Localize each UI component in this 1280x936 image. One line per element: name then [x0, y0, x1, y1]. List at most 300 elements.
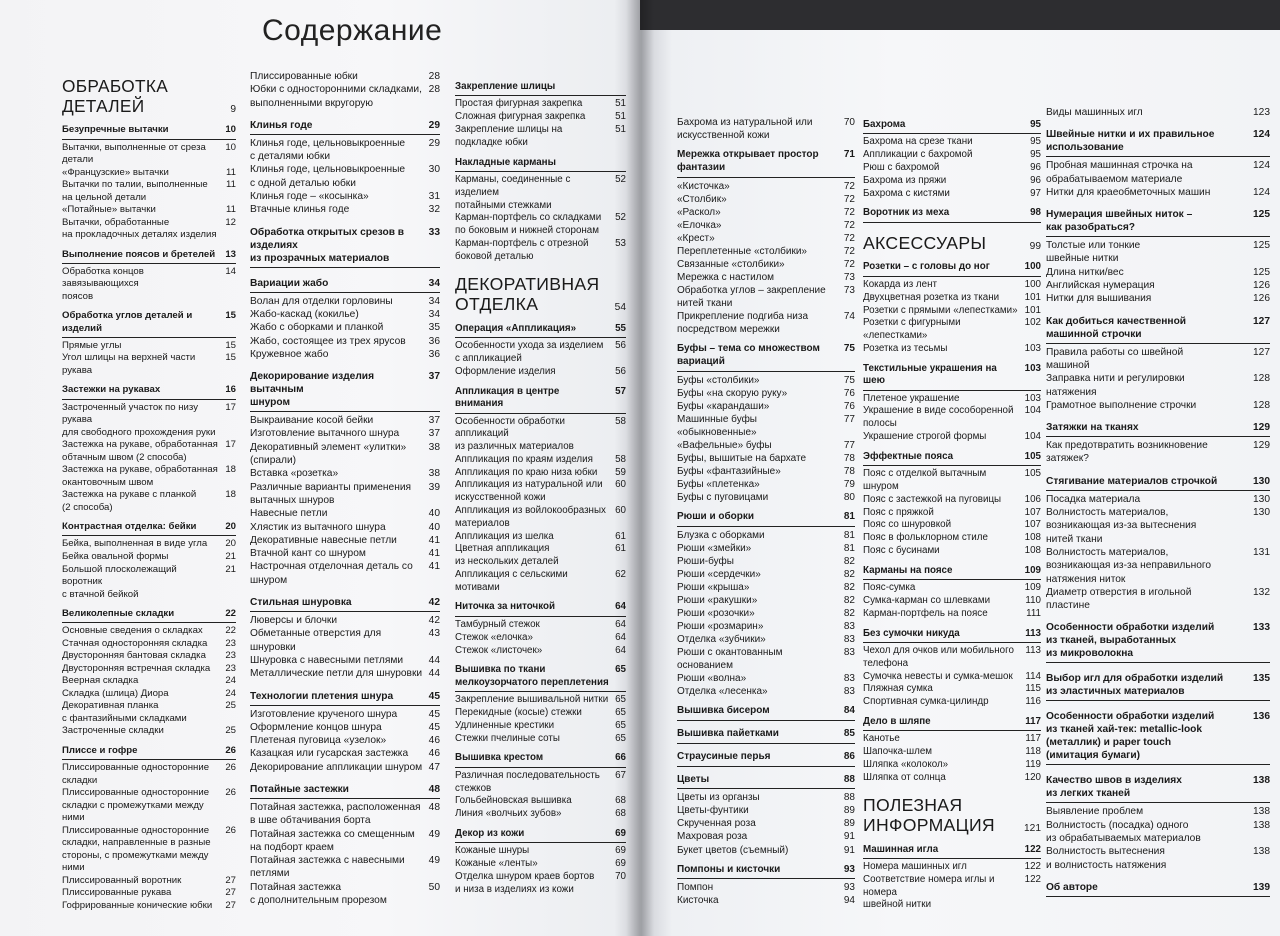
- entry-page: 124: [1253, 186, 1270, 198]
- section-page: 37: [428, 371, 440, 383]
- toc-entry: [250, 854, 440, 881]
- section-page: 13: [225, 248, 236, 260]
- toc-entry: [62, 725, 236, 738]
- section-title: Особенности обработки изделий из тканей хай-тек: metallic-look (металлик) и paper touch (имитация бумаги): [1046, 711, 1215, 762]
- entry-page: 77: [843, 413, 855, 425]
- entry-title: Изготовление вытачного шнура: [250, 428, 400, 440]
- entry-title: Бахрома с кистями: [863, 187, 950, 199]
- section-heading: [863, 844, 1041, 859]
- entry-page: 42: [428, 615, 440, 627]
- toc-entry: [455, 212, 626, 238]
- toc-entry: [863, 305, 1041, 318]
- entry-page: 122: [1024, 873, 1041, 885]
- entry-page: 72: [843, 245, 855, 257]
- entry-title: Сложная фигурная закрепка: [455, 111, 586, 123]
- entry-page: 27: [225, 874, 236, 886]
- toc-entry: [677, 413, 855, 439]
- section-heading: [863, 716, 1041, 731]
- entry-page: 65: [615, 707, 626, 719]
- entry-page: 29: [428, 137, 440, 149]
- entry-page: 38: [428, 441, 440, 453]
- entry-title: Рюши «розочки»: [677, 608, 755, 620]
- section-heading: [1046, 315, 1270, 344]
- entry-title: Закрепление шлицы на подкладке юбки: [455, 124, 563, 148]
- section-heading: [455, 323, 626, 338]
- section-heading: [455, 752, 626, 767]
- entry-page: 125: [1253, 240, 1270, 252]
- toc-entry: [677, 478, 855, 491]
- toc-entry: [677, 542, 855, 555]
- toc-section: [62, 384, 236, 514]
- entry-page: 65: [615, 732, 626, 744]
- entry-title: Рюши «розмарин»: [677, 621, 764, 633]
- entry-page: 69: [615, 858, 626, 870]
- toc-entry: [677, 555, 855, 568]
- entry-title: Диаметр отверстия в игольной пластине: [1046, 586, 1192, 612]
- entry-page: 67: [615, 769, 626, 781]
- entry-page: 20: [225, 538, 236, 550]
- entry-page: 34: [428, 295, 440, 307]
- section-page: 127: [1253, 315, 1270, 327]
- toc-entry: [62, 787, 236, 825]
- entry-page: 23: [225, 662, 236, 674]
- entry-page: 65: [615, 694, 626, 706]
- toc-entry: [62, 825, 236, 875]
- section-heading: [677, 751, 855, 767]
- entry-title: Различная последовательность стежков: [455, 769, 600, 794]
- section-heading: [677, 705, 855, 721]
- entry-title: Толстые или тонкие швейные нитки: [1046, 240, 1141, 265]
- section-title: Безупречные вытачки: [62, 124, 169, 136]
- toc-entry: [863, 405, 1041, 431]
- entry-page: 36: [428, 348, 440, 360]
- toc-entry: [62, 551, 236, 564]
- entry-title: «Французские» вытачки: [62, 166, 169, 178]
- section-page: 113: [1025, 627, 1041, 639]
- entry-title: Мережка с настилом: [677, 271, 775, 283]
- toc-entry: [863, 468, 1041, 494]
- section-title: Качество швов в изделиях из легких тканей: [1046, 775, 1182, 800]
- entry-page: 78: [843, 452, 855, 464]
- entry-page: 45: [428, 708, 440, 720]
- entry-title: Оформление концов шнура: [250, 721, 382, 733]
- section-page: 98: [1030, 207, 1041, 219]
- entry-page: 18: [225, 489, 236, 501]
- entry-page: 36: [428, 335, 440, 347]
- entry-title: Стачная односторонняя складка: [62, 637, 208, 649]
- section-title: Вариации жабо: [250, 277, 329, 289]
- entry-page: 100: [1024, 278, 1041, 290]
- entry-page: 26: [225, 824, 236, 836]
- toc-entry: [62, 887, 236, 900]
- entry-page: 64: [615, 631, 626, 643]
- entry-title: Плетеное украшение: [863, 392, 960, 404]
- entry-page: 104: [1024, 430, 1041, 442]
- entry-title: Потайная застежка с дополнительным прорезом: [250, 881, 387, 907]
- section-heading: [1046, 774, 1270, 803]
- toc-entry: [250, 627, 440, 654]
- entry-title: Двусторонняя встречная складка: [62, 662, 211, 674]
- entry-title: Застежка на рукаве с планкой (2 способа): [62, 489, 197, 513]
- entry-title: Жабо с оборками и планкой: [250, 322, 384, 334]
- toc-section: [250, 690, 440, 774]
- toc-entry: [863, 874, 1041, 912]
- entry-title: Декоративная планка с фантазийными складками: [62, 700, 187, 724]
- toc-entry: [677, 193, 855, 206]
- toc-entry: [1046, 819, 1270, 846]
- entry-title: Карман-портфель с отрезной боковой деталью: [455, 238, 589, 262]
- section-page: 117: [1025, 715, 1041, 727]
- toc-entry: [677, 529, 855, 542]
- toc-entry: [250, 801, 440, 828]
- entry-page: 76: [843, 400, 855, 412]
- chapter-heading: [62, 76, 236, 116]
- section-page: 85: [843, 728, 855, 740]
- section-heading: [863, 207, 1041, 222]
- toc-entry: [250, 321, 440, 334]
- section-heading: [677, 149, 855, 177]
- section-title: Стягивание материалов строчкой: [1046, 475, 1218, 487]
- entry-title: Цветная аппликация из нескольких деталей: [455, 543, 559, 568]
- entry-title: Волан для отделки горловины: [250, 295, 393, 307]
- entry-page: 77: [843, 439, 855, 451]
- section-title: Вышивка по ткани мелкоузорчатого переплетения: [455, 664, 609, 688]
- section-page: 105: [1024, 450, 1041, 462]
- entry-page: 72: [843, 180, 855, 192]
- entry-page: 41: [428, 561, 440, 573]
- entry-page: 52: [615, 212, 626, 224]
- toc-section: [250, 783, 440, 907]
- toc-entry: [677, 245, 855, 258]
- toc-entry: [863, 532, 1041, 545]
- entry-page: 128: [1253, 399, 1270, 411]
- section-page: 138: [1253, 775, 1270, 787]
- toc-entry: [250, 295, 440, 308]
- entry-page: 127: [1253, 346, 1270, 358]
- entry-title: Кожаные «ленты»: [455, 858, 538, 870]
- toc-section: [677, 343, 855, 504]
- toc-entry: [62, 402, 236, 440]
- entry-page: 122: [1024, 861, 1041, 873]
- entry-page: 58: [615, 453, 626, 465]
- entry-page: 30: [428, 164, 440, 176]
- entry-title: Пояс с застежкой на пуговицы: [863, 493, 1002, 505]
- toc-entry: [677, 491, 855, 504]
- entry-page: 107: [1024, 519, 1041, 531]
- toc-entry: [863, 772, 1041, 785]
- toc-entry: [863, 507, 1041, 520]
- entry-page: 118: [1025, 746, 1041, 758]
- entry-page: 109: [1024, 582, 1041, 594]
- entry-page: 81: [843, 529, 855, 541]
- toc-section: [1046, 315, 1270, 412]
- entry-title: Люверсы и блочки: [250, 615, 338, 627]
- toc-entry: [677, 116, 855, 142]
- section-title: Страусиные перья: [677, 750, 771, 762]
- toc-section: [455, 601, 626, 657]
- section-title: Эффектные пояса: [863, 450, 954, 462]
- entry-page: 48: [428, 801, 440, 813]
- toc-entry: [62, 625, 236, 638]
- entry-page: 44: [428, 668, 440, 680]
- entry-title: Плиссированные односторонние складки с промежутками между ними: [62, 787, 210, 824]
- toc-entry: [677, 465, 855, 478]
- toc-section: [62, 124, 236, 241]
- toc-entry: [863, 162, 1041, 175]
- entry-page: 37: [428, 428, 440, 440]
- section-title: Закрепление шлицы: [455, 81, 556, 92]
- entry-page: 89: [843, 805, 855, 817]
- section-heading: [677, 864, 855, 880]
- entry-page: 96: [1030, 162, 1041, 174]
- entry-title: «Столбик»: [677, 193, 727, 205]
- section-heading: [62, 745, 236, 760]
- section-title: Накладные карманы: [455, 156, 556, 168]
- entry-page: 32: [428, 204, 440, 216]
- section-page: 15: [225, 310, 236, 322]
- toc-section: [455, 157, 626, 264]
- entry-title: Аппликация с сельскими мотивами: [455, 568, 568, 593]
- entry-page: 17: [225, 439, 236, 451]
- entry-title: Втачные клинья годе: [250, 204, 350, 216]
- toc-entry: [677, 646, 855, 672]
- section-page: 93: [843, 863, 855, 875]
- entry-title: Застежка на рукаве, обработанная окантовочным швом: [62, 464, 218, 488]
- section-page: 136: [1253, 711, 1270, 723]
- entry-title: Буфы «на скорую руку»: [677, 387, 788, 399]
- entry-page: 22: [225, 625, 236, 637]
- entry-page: 82: [843, 568, 855, 580]
- section-title: Обработка углов деталей и изделий: [62, 310, 193, 334]
- toc-entry: [455, 111, 626, 124]
- toc-section: [62, 745, 236, 912]
- entry-page: 11: [226, 166, 236, 178]
- section-heading: [455, 157, 626, 172]
- section-page: 48: [428, 783, 440, 795]
- entry-page: 123: [1253, 107, 1270, 118]
- entry-page: 138: [1253, 806, 1270, 818]
- toc-section: [455, 752, 626, 821]
- entry-title: Гольбейновская вышивка: [455, 795, 572, 807]
- section-page: 129: [1253, 422, 1270, 434]
- toc-section: [1046, 881, 1270, 897]
- toc-entry: [455, 454, 626, 467]
- entry-title: Плиссированные односторонние складки: [62, 762, 210, 786]
- entry-title: Номера машинных игл: [863, 861, 967, 873]
- toc-section: [455, 828, 626, 897]
- toc-section: [863, 628, 1041, 709]
- entry-title: Вытачки, выполненные от среза детали: [62, 141, 206, 166]
- entry-page: 80: [843, 492, 855, 504]
- toc-entry: [863, 759, 1041, 772]
- entry-page: 35: [428, 322, 440, 334]
- entry-page: 40: [428, 508, 440, 520]
- entry-page: 83: [843, 673, 855, 685]
- entry-page: 78: [843, 465, 855, 477]
- chapter-title: ПОЛЕЗНАЯ ИНФОРМАЦИЯ: [863, 794, 995, 836]
- section-heading: [455, 386, 626, 414]
- entry-page: 27: [225, 887, 236, 899]
- section-title: Потайные застежки: [250, 783, 349, 795]
- toc-entry: [250, 747, 440, 760]
- section-title: Вышивка бисером: [677, 705, 770, 717]
- toc-entry: [1046, 845, 1270, 872]
- background-strip: [640, 0, 1280, 30]
- entry-page: 11: [226, 204, 236, 216]
- toc-entry: [250, 828, 440, 855]
- entry-page: 138: [1253, 846, 1270, 858]
- entry-title: Удлиненные крестики: [455, 719, 555, 731]
- entry-title: Английская нумерация: [1046, 280, 1155, 292]
- entry-title: Застежка на рукаве, обработанная обтачным швом (2 способа): [62, 439, 218, 463]
- section-title: Нумерация швейных ниток – как разобраться?: [1046, 209, 1193, 234]
- entry-page: 124: [1253, 160, 1270, 172]
- entry-page: 50: [428, 881, 440, 893]
- toc-entry: [250, 481, 440, 508]
- toc-entry: [863, 175, 1041, 188]
- entry-title: Волнистость вытеснения и волнистость натяжения: [1046, 846, 1167, 871]
- toc-section: [1046, 710, 1270, 765]
- toc-entry: [250, 308, 440, 321]
- section-page: 33: [428, 226, 440, 238]
- toc-entry: [250, 507, 440, 520]
- chapter-heading: [863, 233, 1041, 254]
- toc-entry: [863, 136, 1041, 149]
- section-page: 65: [615, 664, 626, 676]
- toc-entry: [250, 881, 440, 908]
- section-page: 55: [615, 322, 626, 334]
- entry-title: Бахрома на срезе ткани: [863, 136, 973, 148]
- entry-title: Машинные буфы «обыкновенные»: [677, 413, 757, 438]
- section-title: Выбор игл для обработки изделий из эластичных материалов: [1046, 673, 1224, 698]
- toc-entry: [1046, 279, 1270, 292]
- toc-entry: [455, 733, 626, 746]
- toc-entry: [863, 582, 1041, 595]
- chapter-page: 54: [614, 301, 626, 313]
- section-page: 71: [843, 149, 855, 161]
- entry-title: Складка (шлица) Диора: [62, 687, 169, 699]
- section-heading: [677, 728, 855, 744]
- entry-title: Вставка «розетка»: [250, 468, 339, 480]
- entry-page: 130: [1253, 493, 1270, 505]
- entry-page: 79: [843, 478, 855, 490]
- entry-title: Потайная застежка со смещенным на подборт краем: [250, 828, 415, 853]
- entry-page: 132: [1253, 586, 1270, 598]
- entry-title: Рюши «сердечки»: [677, 568, 761, 580]
- toc-section: [1046, 621, 1270, 663]
- section-title: Обработка открытых срезов в изделиях из прозрачных материалов: [250, 226, 405, 264]
- toc-entry: [1046, 372, 1270, 399]
- entry-page: 23: [225, 637, 236, 649]
- entry-title: Волнистость материалов, возникающая из-за неправильного натяжения ниток: [1046, 546, 1212, 585]
- toc-entry: [455, 505, 626, 531]
- section-title: Бахрома: [863, 119, 906, 130]
- toc-section: [1046, 208, 1270, 305]
- toc-entry: [455, 543, 626, 569]
- section-page: 20: [225, 521, 236, 533]
- entry-page: 116: [1025, 696, 1041, 708]
- section-heading: [677, 511, 855, 527]
- entry-page: 43: [428, 628, 440, 640]
- entry-title: Аппликация по краю низа юбки: [455, 466, 598, 478]
- entry-title: Волнистость материалов, возникающая из-за вытеснения нитей ткани: [1046, 507, 1197, 545]
- entry-page: 94: [843, 895, 855, 907]
- entry-title: Клинья годе, цельновыкроенные с одной деталью юбки: [250, 164, 406, 189]
- entry-title: Сумочка невесты и сумка-мешок: [863, 670, 1013, 682]
- entry-page: 70: [615, 871, 626, 883]
- toc-entry: [250, 734, 440, 747]
- entry-page: 138: [1253, 819, 1270, 831]
- entry-title: Аппликация по краям изделия: [455, 453, 593, 465]
- entry-page: 26: [225, 762, 236, 774]
- entry-title: Отделка «зубчики»: [677, 634, 766, 646]
- toc-entry: [677, 685, 855, 698]
- section-title: Воротник из меха: [863, 207, 950, 219]
- toc-entry: [677, 439, 855, 452]
- toc-section: [250, 119, 440, 217]
- entry-page: 114: [1025, 670, 1041, 682]
- entry-page: 59: [615, 466, 626, 478]
- entry-page: 103: [1024, 392, 1041, 404]
- entry-page: 131: [1253, 546, 1270, 558]
- entry-title: «Елочка»: [677, 219, 722, 231]
- toc-entry: [250, 348, 440, 361]
- section-title: Мережка открывает простор фантазии: [677, 149, 819, 173]
- toc-entry: [62, 564, 236, 602]
- toc-entry: [863, 279, 1041, 292]
- entry-page: 38: [428, 468, 440, 480]
- section-title: Операция «Аппликация»: [455, 322, 577, 334]
- toc-entry: [677, 232, 855, 245]
- entry-title: Посадка материала: [1046, 493, 1141, 505]
- entry-title: Розетки с прямыми «лепестками»: [863, 304, 1018, 316]
- entry-title: Буфы «карандаши»: [677, 400, 770, 412]
- entry-page: 82: [843, 555, 855, 567]
- toc-entry: [1046, 346, 1270, 373]
- toc-entry: [863, 343, 1041, 356]
- toc-entry: [250, 441, 440, 468]
- entry-title: Стежок «листочек»: [455, 644, 543, 656]
- entry-title: Пробная машинная строчка на обрабатываемом материале: [1046, 160, 1193, 185]
- toc-entry: [455, 808, 626, 821]
- entry-title: Нитки для краеобметочных машин: [1046, 186, 1211, 198]
- toc-section: [455, 81, 626, 150]
- toc-entry: [455, 340, 626, 366]
- entry-title: Большой плосколежащий воротник с втачной бейкой: [62, 563, 177, 600]
- entry-title: Прикрепление подгиба низа посредством мережки: [677, 311, 809, 336]
- toc-entry: [62, 663, 236, 676]
- section-heading: [250, 226, 440, 268]
- entry-page: 31: [428, 191, 440, 203]
- section-heading: [863, 261, 1041, 276]
- entry-page: 120: [1024, 771, 1041, 783]
- toc-section: [62, 310, 236, 377]
- entry-title: Обработка углов – закрепление нитей ткани: [677, 284, 826, 309]
- section-title: Помпоны и кисточки: [677, 863, 781, 875]
- toc-entry: [455, 366, 626, 379]
- entry-title: Вытачки, обработанные на прокладочных деталях изделия: [62, 216, 217, 241]
- toc-section: [677, 864, 855, 908]
- toc-entry: [863, 746, 1041, 759]
- toc-entry: [677, 581, 855, 594]
- section-title: Вышивка крестом: [455, 752, 544, 764]
- toc-section: [863, 716, 1041, 785]
- entry-page: 83: [843, 686, 855, 698]
- section-page: 86: [843, 750, 855, 762]
- section-title: Без сумочки никуда: [863, 627, 960, 639]
- section-heading: [863, 628, 1041, 643]
- entry-title: Плиссированный воротник: [62, 874, 182, 886]
